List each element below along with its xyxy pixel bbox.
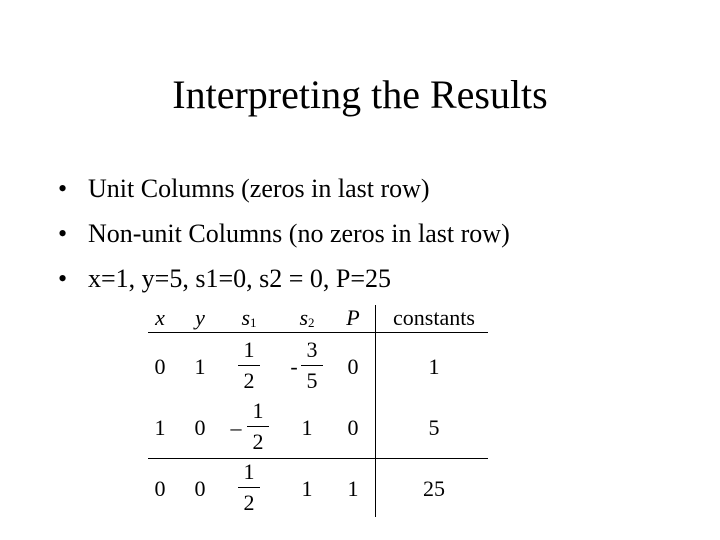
slide-title: Interpreting the Results <box>172 72 548 117</box>
bullet-item <box>58 256 510 301</box>
fraction-r2-s1: 1 2 <box>243 398 273 455</box>
header-p: P <box>346 305 360 330</box>
cell-r2-p: 0 <box>347 415 359 440</box>
fraction-r1-s2: 3 5 <box>297 337 327 394</box>
bullet-text: Non-unit Columns (no zeros in last row) <box>88 219 510 248</box>
header-constants: constants <box>393 305 475 330</box>
bullet-text: x=1, y=5, s1=0, s2 = 0, P=25 <box>88 264 392 293</box>
cell-r1-constants: 1 <box>428 354 440 379</box>
bullet-text: Unit Columns (zeros in last row) <box>88 174 430 203</box>
header-y: y <box>195 305 205 330</box>
bullet-marker: • <box>58 264 68 293</box>
bullet-list <box>58 166 510 301</box>
header-s2: $s_2$ <box>299 305 315 330</box>
cell-r3-x: 0 <box>154 476 166 501</box>
cell-r1-x: 0 <box>154 354 166 379</box>
cell-r3-constants: 25 <box>423 476 445 501</box>
cell-r3-p: 1 <box>347 476 359 501</box>
cell-r1-y: 1 <box>194 354 206 379</box>
constants-divider <box>375 305 376 517</box>
cell-r2-y: 0 <box>194 415 206 440</box>
simplex-tableau <box>146 303 492 519</box>
cell-r3-s2: 1 <box>301 476 313 501</box>
bullet-item <box>58 166 510 211</box>
header-s1: $s_1$ <box>241 305 257 330</box>
cell-r2-s2: 1 <box>301 415 313 440</box>
bullet-marker: • <box>58 219 68 248</box>
cell-r3-y: 0 <box>194 476 206 501</box>
fraction-r3-s1: 1 2 <box>234 459 264 516</box>
cell-r2-constants: 5 <box>428 415 440 440</box>
sign-r2-s1: – <box>230 415 242 440</box>
bullet-marker: • <box>58 174 68 203</box>
header-x: x <box>155 305 165 330</box>
fraction-r1-s1: 1 2 <box>234 337 264 394</box>
row-divider <box>148 458 488 459</box>
cell-r1-p: 0 <box>347 354 359 379</box>
sign-r1-s2: - <box>290 354 298 379</box>
bullet-item <box>58 211 510 256</box>
cell-r2-x: 1 <box>154 415 166 440</box>
